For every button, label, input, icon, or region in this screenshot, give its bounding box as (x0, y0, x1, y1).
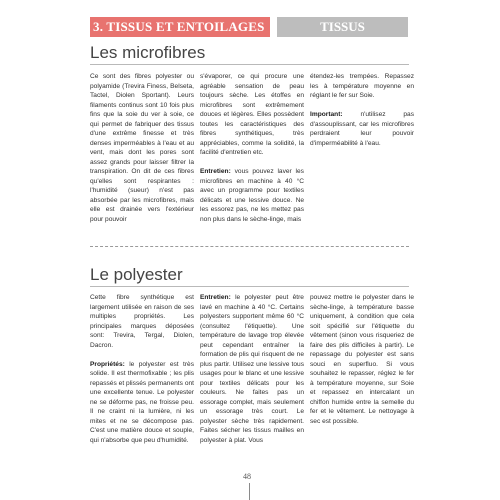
polyester-title: Le polyester (90, 265, 183, 284)
microfibres-title-rule (90, 64, 409, 65)
care-text: vous pouvez laver les microfibres en machine à 40 °C avec un programme pour textiles délicats et une lessive douce. Ne les essorez pas, ne les mettez pas non plus dans le sèche-linge, mais (200, 168, 304, 223)
chapter-heading: 3. TISSUS ET ENTOILAGES (93, 19, 265, 34)
polyester-care-paragraph (200, 293, 304, 445)
microfibres-paragraph: s'évaporer, ce qui procure une agréable sensation de peau toujours sèche. Les étoffes en microfibres sont extrêmement douces et légères. Elles possèdent toutes les caractéristiques des fibres synthétiques, très appréciables, comme la solidité, la facilité d'entretien etc. (200, 73, 304, 156)
polyester-title-rule (90, 286, 409, 287)
section-heading-bar (277, 17, 408, 37)
care-text: le polyester peut être lavé en machine à 40 °C. Certains polyesters supportent même 60 °C (consultez l'étiquette). Une température de lavage trop élevée peut cependant entraîner la formation de plis qui risquent de ne plus partir. Utilisez une lessive tous usages pour le blanc et une lessive pour textiles délicats pour les couleurs. Ne faites pas un essorage complet, mais seulement un essorage très court. Le polyester sèche très rapidement. Faites sécher les tissus mailles en polyester à plat. Vous (200, 294, 304, 444)
microfibres-care-paragraph (200, 167, 304, 224)
microfibres-column-3 (310, 72, 414, 158)
polyester-properties-paragraph (90, 360, 194, 446)
section-heading: TISSUS (320, 19, 365, 34)
important-text: n'utilisez pas d'assouplissant, car les microfibres perdraient leur pouvoir d'imperméabilité à l'eau. (310, 111, 414, 147)
microfibres-paragraph: Ce sont des fibres polyester ou polyamide (Trevira Finess, Belseta, Tactel, Diolen Sportant). Leurs filaments continus sont 10 fois plus fins que la soie du ver à soie, ce qui permet de fabriquer des tissus d'une extrême finesse et très denses imperméables à l'eau et au vent, mais dont les pores sont assez grands pour laisser filtrer la transpiration. On dit de ces fibres qu'elles sont respirantes : l'humidité (sueur) n'est pas absorbée par les microfibres, mais elle est drainée vers l'extérieur pour pouvoir (90, 73, 194, 223)
page-number: 48 (243, 472, 251, 481)
microfibres-paragraph: étendez-les trempées. Repassez les à température moyenne en réglant le fer sur Soie. (310, 73, 414, 99)
polyester-column-1 (90, 293, 194, 455)
polyester-paragraph: Cette fibre synthétique est largement utilisée en raison de ses multiples propriétés. Les principales marques déposées sont: Trevira, Tergal, Diolen, Dacron. (90, 294, 194, 349)
chapter-heading-bar (90, 17, 270, 37)
properties-text: le polyester est très solide. Il est thermofixable ; les plis repassés et plissés permanents ont une excellente tenue. Le polyester ne se déforme pas, ne froisse peu. Il ne craint ni la lumière, ni les mites et ne se décompose pas. C'est une matière douce et souple, qui n'absorbe que peu d'humidité. (90, 360, 194, 444)
polyester-paragraph: pouvez mettre le polyester dans le sèche-linge, à température basse uniquement, à condition que cela soit spécifié sur l'étiquette du vêtement (sinon vous risqueriez de faire des plis difficiles à partir). Le repassage du polyester est sans souci en superfluo. Si vous souhaitez le repasser, réglez le fer à température moyenne, sur Soie et repassez en intercalant un chiffon humide entre la semelle du fer et le vêtement. Le nettoyage à sec est possible. (310, 294, 414, 425)
properties-label: Propriétés: (90, 360, 125, 368)
microfibres-important-paragraph (310, 110, 414, 148)
microfibres-column-2 (200, 72, 304, 234)
polyester-column-3 (310, 293, 414, 436)
care-label: Entretien: (200, 168, 231, 175)
section-divider (90, 246, 409, 247)
care-label: Entretien: (200, 294, 231, 301)
page-number-tick (249, 483, 250, 500)
microfibres-column-1 (90, 72, 194, 234)
microfibres-title: Les microfibres (90, 43, 206, 62)
important-label: Important: (310, 111, 343, 118)
polyester-column-2 (200, 293, 304, 455)
